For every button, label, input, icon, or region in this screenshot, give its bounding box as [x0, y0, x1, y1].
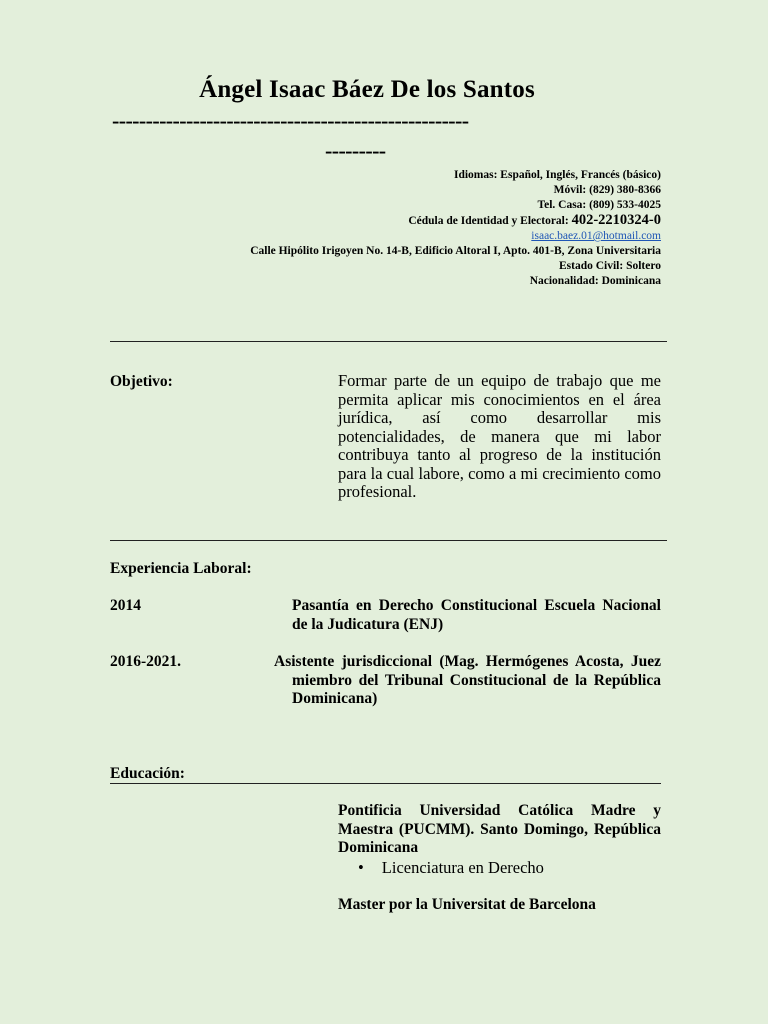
nationality: Nacionalidad: Dominicana	[529, 275, 661, 287]
education-institution: Master por la Universitat de Barcelona	[338, 896, 596, 913]
email-link[interactable]: isaac.baez.01@hotmail.com	[531, 230, 661, 242]
home-phone: Tel. Casa: (809) 533-4025	[537, 199, 661, 211]
id-value: 402-2210324-0	[571, 212, 661, 228]
languages: Idiomas: Español, Inglés, Francés (básico)	[453, 169, 661, 181]
education-label: Educación:	[110, 765, 185, 782]
education-institution: Pontificia Universidad Católica Madre y Maestra (PUCMM). Santo Domingo, República Dominicana	[338, 802, 661, 856]
contact-block	[250, 168, 661, 289]
section-divider	[110, 540, 667, 541]
degree-list-item	[358, 858, 544, 878]
id-label: Cédula de Identidad y Electoral:	[408, 215, 572, 227]
header-divider-line-2: ---------	[325, 138, 386, 163]
mobile-phone: Móvil: (829) 380-8366	[553, 184, 661, 196]
degree-name: Licenciatura en Derecho	[381, 858, 544, 877]
objective-label: Objetivo:	[110, 373, 173, 390]
experience-description: Pasantía en Derecho Constitucional Escuela Nacional de la Judicatura (ENJ)	[292, 597, 661, 633]
bullet-icon: •	[358, 858, 364, 877]
experience-year: 2016-2021.	[110, 653, 182, 670]
id-number-row	[250, 213, 661, 229]
objective-text: Formar parte de un equipo de trabajo que me permita aplicar mis conocimientos en el área jurídica, así como desarrollar mis potencialidades, de manera que mi labor contribuya tanto al progreso de la institución para la cual labore, como a mi crecimiento como profesional.	[338, 371, 661, 501]
education-underline	[110, 783, 661, 784]
experience-description: Asistente jurisdiccional (Mag. Hermógenes Acosta, Juez miembro del Tribunal Constitucional de la República Dominicana)	[274, 653, 661, 707]
marital-status: Estado Civil: Soltero	[558, 260, 661, 272]
section-divider	[110, 341, 667, 342]
experience-label: Experiencia Laboral:	[110, 560, 252, 577]
header-divider-line-1: -----------------------------------------------------	[112, 108, 469, 133]
candidate-name: Ángel Isaac Báez De los Santos	[199, 76, 535, 103]
address: Calle Hipólito Irigoyen No. 14-B, Edificio Altoral I, Apto. 401-B, Zona Universitaria	[250, 245, 661, 257]
experience-year: 2014	[110, 597, 141, 614]
